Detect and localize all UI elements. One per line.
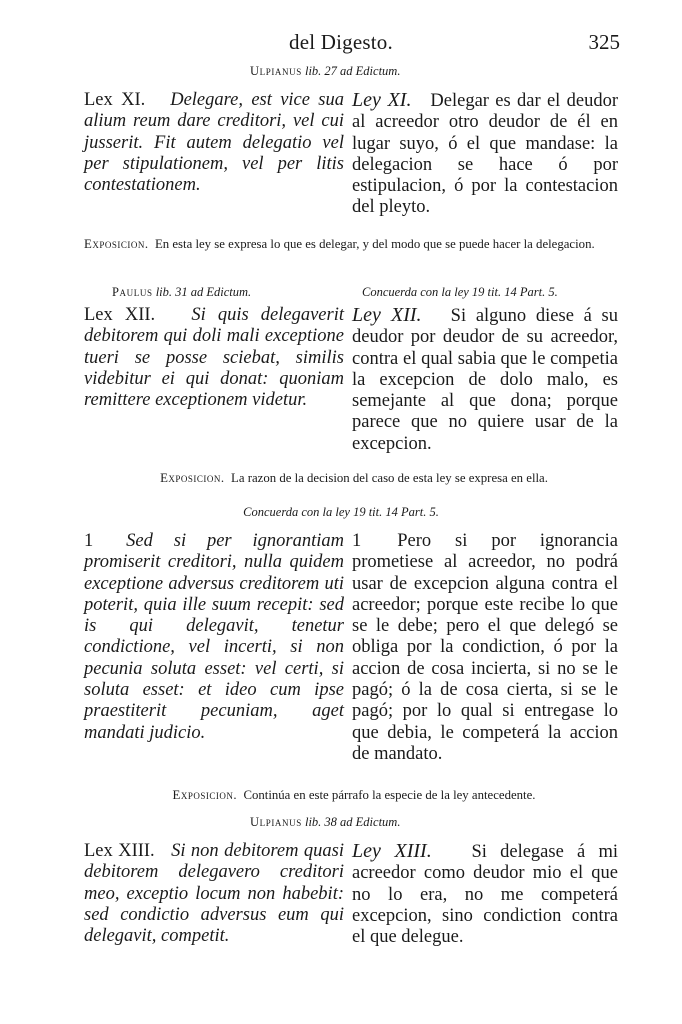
exposicion-label: Exposicion.	[160, 471, 225, 485]
source-work: lib. 31 ad Edictum.	[155, 285, 252, 299]
running-title: del Digesto.	[289, 30, 393, 54]
exposicion	[84, 787, 624, 803]
source-citation	[250, 815, 400, 830]
running-head	[0, 30, 682, 60]
latin-law-label: Lex XI.	[84, 90, 146, 110]
latin-text: Delegare, est vice sua alium reum dare creditori, vel cui jusserit. Fit autem delegatio vel per stipulationem, vel per litis contestationem.	[84, 90, 344, 196]
exposicion-text: En esta ley se expresa lo que es delegar, y del modo que se puede hacer la delegacion.	[154, 237, 595, 251]
exposicion	[84, 470, 624, 486]
paragraph-number: 1	[84, 531, 94, 551]
spanish-law-label: Ley XIII.	[352, 840, 432, 862]
spanish-text: Delegar es dar el deudor al acreedor otro deudor de él en lugar suyo, ó el que mandase: la delegacion se hace ó por estipulacion, ó por la contestacion del pleyto.	[352, 91, 618, 218]
exposicion-label: Exposicion.	[172, 788, 238, 802]
spanish-law-label: Ley XI.	[352, 89, 412, 111]
spanish-law-label: Ley XII.	[352, 304, 422, 326]
exposicion	[84, 236, 624, 252]
latin-text: Si quis delegaverit debitorem qui doli mali exceptione tueri se posse sciebat, similis videbitur ei qui donat: quoniam remittere exceptionem videtur.	[84, 305, 344, 411]
concordance-note: Concuerda con la ley 19 tit. 14 Part. 5.	[243, 505, 439, 519]
source-work: lib. 27 ad Edictum.	[304, 64, 401, 78]
spanish-column	[352, 305, 618, 455]
source-author: Ulpianus	[250, 815, 302, 829]
exposicion-text: La razon de la decision del caso de esta ley se expresa en ella.	[231, 471, 548, 485]
concordance-note: Concuerda con la ley 19 tit. 14 Part. 5.	[362, 285, 558, 299]
spanish-text: Pero si por ignorancia prometiese al acreedor, no podrá usar de excepcion alguna contra el acreedor; porque este recibe lo que se le debe; pero el que delegó se obliga por la condiction, ó por la accion de cosa incierta, si no se le pagó; ó la de cosa cierta, si se le pagó; por lo qual si entregase lo que debia, le competerá la accion de mandato.	[352, 531, 618, 764]
source-author: Paulus	[112, 285, 153, 299]
page-number: 325	[588, 30, 620, 54]
spanish-column	[352, 90, 618, 219]
source-author: Ulpianus	[250, 64, 302, 78]
exposicion-text: Continúa en este párrafo la especie de la ley antecedente.	[243, 788, 536, 802]
latin-column	[84, 531, 344, 744]
exposicion-label: Exposicion.	[84, 237, 149, 251]
source-citation	[250, 64, 400, 79]
spanish-column	[352, 531, 618, 765]
spanish-column	[352, 841, 618, 948]
latin-law-label: Lex XII.	[84, 305, 156, 325]
paragraph-number: 1	[352, 531, 362, 551]
source-work: lib. 38 ad Edictum.	[304, 815, 401, 829]
latin-column	[84, 90, 344, 196]
latin-text: Sed si per ignorantiam promiserit creditori, nulla quidem exceptione adversus creditorem uti poterit, quia ille suum recepit: sed is qui delegavit, tenetur condictione, vel incerti, si non pecunia soluta esset: vel certi, si soluta esset: et ideo cum ipse praestiterit pecuniam, aget mandati judicio.	[84, 531, 344, 743]
latin-law-label: Lex XIII.	[84, 841, 155, 861]
latin-column	[84, 305, 344, 411]
source-citation	[112, 285, 251, 300]
latin-column	[84, 841, 344, 947]
spanish-text: Si delegase á mi acreedor como deudor mio el que no lo era, no me competerá excepcion, sino condiction contra el que delegue.	[352, 842, 619, 948]
latin-text: Si non debitorem quasi debitorem delegavero creditori meo, exceptio locum non habebit: sed condictio adversus eum qui delegavit, competit.	[84, 841, 344, 947]
spanish-text: Si alguno diese á su deudor por deudor de su acreedor, contra el qual sabia que le competia la excepcion de dolo malo, es semejante al que dona; porque parece que no quiere usar de la excepcion.	[352, 306, 618, 454]
